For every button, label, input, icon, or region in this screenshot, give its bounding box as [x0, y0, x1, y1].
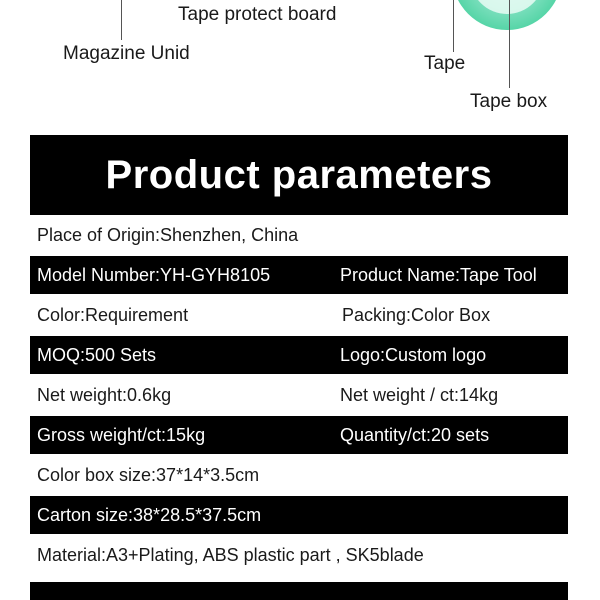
tape-leader-line: [453, 0, 454, 52]
param-row-origin: [30, 216, 568, 254]
net-weight: Net weight:0.6kg: [37, 385, 172, 405]
carton-size: Carton size:38*28.5*37.5cm: [37, 505, 262, 525]
packing: Packing:Color Box: [342, 305, 491, 325]
material: Material:A3+Plating, ABS plastic part , SK5blade: [37, 545, 424, 565]
footer-bar: [30, 582, 568, 600]
param-row-model: [30, 256, 568, 294]
color: Color:Requirement: [37, 305, 189, 325]
place-of-origin: Place of Origin:Shenzhen, China: [37, 225, 299, 245]
param-row-material: [30, 536, 568, 574]
tape-box-leader-line: [509, 0, 510, 88]
param-row-gross-weight: [30, 416, 568, 454]
banner-title: Product parameters: [105, 152, 493, 197]
quantity-per-carton: Quantity/ct:20 sets: [340, 425, 490, 445]
product-name: Product Name:Tape Tool: [340, 265, 537, 285]
magazine-unit-label: Magazine Unid: [63, 43, 190, 64]
magazine-leader-line: [121, 0, 122, 40]
param-row-color: [30, 296, 568, 334]
param-row-carton-size: [30, 496, 568, 534]
gross-weight-per-carton: Gross weight/ct:15kg: [37, 425, 206, 445]
tape-label: Tape: [424, 53, 466, 74]
tape-protect-board-label: Tape protect board: [178, 4, 337, 25]
color-box-size: Color box size:37*14*3.5cm: [37, 465, 260, 485]
logo: Logo:Custom logo: [340, 345, 487, 365]
net-weight-per-carton: Net weight / ct:14kg: [340, 385, 499, 405]
param-row-net-weight: [30, 376, 568, 414]
tape-box-label: Tape box: [470, 91, 548, 112]
moq: MOQ:500 Sets: [37, 345, 157, 365]
product-diagram: [0, 0, 600, 130]
model-number: Model Number:YH-GYH8105: [37, 265, 271, 285]
product-parameters-banner: [30, 135, 568, 215]
param-row-color-box-size: [30, 456, 568, 494]
param-row-moq: [30, 336, 568, 374]
